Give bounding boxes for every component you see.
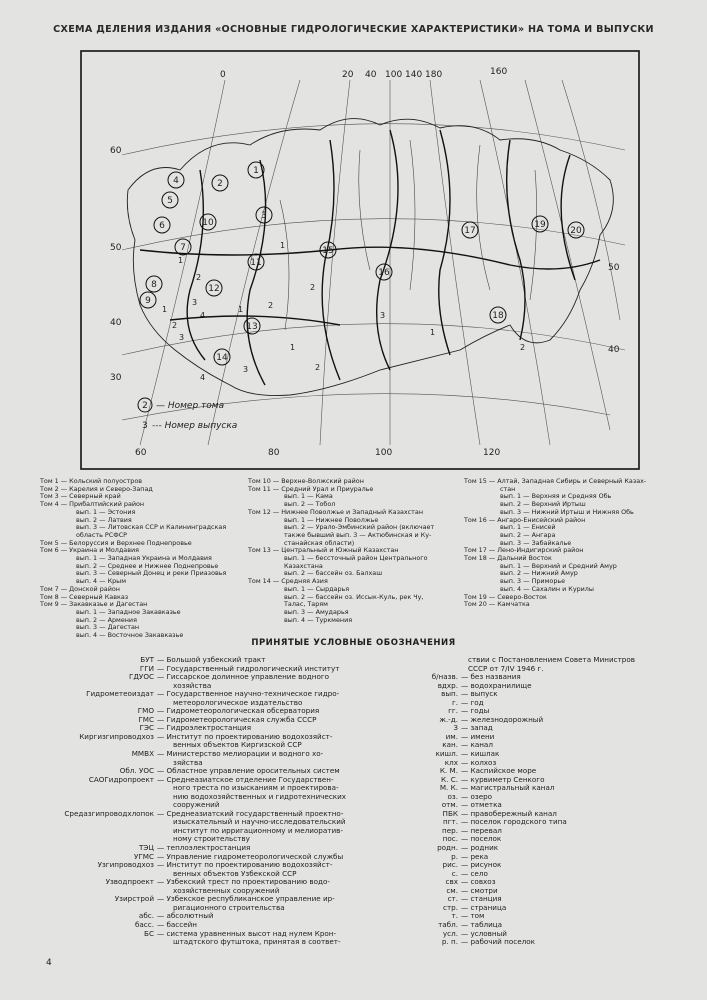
volume-marker: [214, 349, 230, 365]
abbreviation-row: [396, 853, 676, 862]
abbreviation-term: К. С.: [441, 774, 458, 784]
abbreviation-term: САОГидропроект: [88, 774, 154, 784]
abbreviation-continuation: СССР от 7/IV 1946 г.: [468, 663, 544, 673]
abbreviation-definition: — Гидроэлектростанция: [157, 723, 252, 733]
abbreviation-row: [396, 724, 676, 733]
abbreviation-definition: — абсолютный: [157, 911, 214, 921]
volume-division-map: [80, 50, 640, 470]
abbreviation-term: им.: [445, 731, 458, 741]
abbreviation-term: вып.: [441, 689, 458, 699]
volume-marker: [154, 217, 170, 233]
map-top-label: 0: [220, 70, 226, 80]
abbreviation-row: [46, 750, 378, 759]
volume-entry: Том 7 — Донской район: [40, 584, 120, 593]
svg-text:11: 11: [250, 258, 262, 268]
svg-text:12: 12: [208, 284, 220, 294]
abbreviation-term: р. п.: [441, 937, 458, 947]
abbreviation-row: [396, 878, 676, 887]
abbreviation-term: оз.: [447, 791, 458, 801]
abbreviation-term: рис.: [442, 860, 458, 870]
abbreviation-term: с.: [451, 868, 458, 878]
volume-issue: стан: [500, 484, 516, 493]
abbreviation-term: родн.: [437, 843, 458, 853]
map-left-label: 60: [110, 146, 122, 156]
legend-title: ПРИНЯТЫЕ УСЛОВНЫЕ ОБОЗНАЧЕНИЯ: [251, 638, 456, 648]
abbreviation-term: ПБК: [442, 808, 458, 818]
volume-issue: вып. 1 — Нижнее Поволжье: [284, 515, 379, 524]
volume-issue: вып. 2 — Ангара: [500, 530, 556, 539]
abbreviation-definition: — колхоз: [461, 757, 497, 767]
abbreviation-definition: — страница: [461, 902, 507, 912]
svg-text:--- Номер выпуска: --- Номер выпуска: [152, 421, 238, 431]
volume-issue: вып. 2 — Верхний Иртыш: [500, 500, 586, 509]
volume-marker: [200, 214, 216, 230]
volume-entry: Том 17 — Лено-Индигирский район: [464, 546, 584, 555]
svg-text:19: 19: [534, 220, 546, 230]
abbreviation-definition: — Узбекский трест по проектированию водо-: [157, 877, 330, 887]
abbreviation-term: Обл. УОС: [119, 766, 154, 776]
map-bottom-label: 100: [375, 448, 393, 458]
abbreviation-term: М. К.: [439, 783, 458, 793]
abbreviation-row: [396, 733, 676, 742]
map-top-label: 40: [365, 70, 377, 80]
abbreviation-definition: — Среднеазиатский государственный проектно-: [157, 808, 344, 818]
volume-issue: вып. 1 — бессточный район Центрального: [284, 554, 428, 563]
volume-marker: [376, 264, 392, 280]
volume-entry: Том 19 — Северо-Восток: [464, 592, 547, 601]
volume-marker: [212, 175, 228, 191]
volume-entry: Том 2 — Карелия и Северо-Запад: [40, 484, 153, 493]
abbreviation-term: Узгипроводхоз: [97, 860, 154, 870]
svg-text:7: 7: [180, 243, 186, 253]
volume-marker: [146, 276, 162, 292]
abbreviation-term: г.: [451, 697, 458, 707]
page-title: СХЕМА ДЕЛЕНИЯ ИЗДАНИЯ «ОСНОВНЫЕ ГИДРОЛОГИЧЕСКИЕ ХАРАКТЕРИСТИКИ» НА ТОМА И ВЫПУСКИ: [53, 24, 654, 35]
abbreviation-row: [396, 870, 676, 879]
abbreviation-definition: — Среднеазиатское отделение Государствен-: [157, 774, 334, 784]
map-left-label: 30: [110, 373, 122, 383]
abbreviation-row: [396, 690, 676, 699]
abbreviation-row: [46, 673, 378, 682]
abbreviation-definition: — канал: [461, 740, 493, 750]
volume-marker: [168, 172, 184, 188]
svg-text:15: 15: [322, 246, 334, 256]
svg-text:3: 3: [142, 421, 148, 431]
map-left-label: 40: [110, 318, 122, 328]
issue-number: 1: [430, 328, 436, 337]
abbreviation-definition: — курвиметр Сенкого: [461, 774, 545, 784]
abbreviation-definition: — Гидрометеорологическая обсерватория: [157, 706, 320, 716]
svg-text:6: 6: [159, 221, 165, 231]
volume-entry: Том 13 — Центральный и Южный Казахстан: [248, 546, 399, 555]
map-right-label: 50: [608, 263, 620, 273]
abbreviation-continuation: нию водохозяйственных и гидротехнических: [173, 791, 347, 801]
abbreviation-definition: — родник: [461, 843, 499, 853]
abbreviation-term: З: [453, 723, 458, 733]
abbreviation-continuation: венных объектов Киргизской ССР: [173, 740, 302, 750]
abbreviation-definition: — система уравненных высот над нулем Крон-: [157, 928, 337, 938]
volume-marker: [532, 216, 548, 232]
map-top-label: 20: [342, 70, 354, 80]
abbreviation-term: ж.-д.: [439, 714, 458, 724]
volume-marker: [462, 222, 478, 238]
issue-number: 3: [243, 365, 249, 374]
abbreviation-definition: — поселок: [461, 834, 502, 844]
volume-issue: также бывший вып. 3 — Актюбинская и Ку-: [284, 530, 432, 539]
abbreviation-row: [396, 699, 676, 708]
issue-number: 1: [238, 305, 244, 314]
abbreviation-term: свх: [445, 877, 458, 887]
issue-number: 2: [315, 363, 321, 372]
abbreviation-definition: — водохранилище: [461, 680, 532, 690]
volume-issue: вып. 3 — Приморье: [500, 577, 566, 586]
volume-issue: Казахстана: [284, 561, 323, 570]
abbreviation-definition: — отметка: [461, 800, 502, 810]
abbreviation-definition: — Институт по проектированию водохозяйст-: [157, 860, 333, 870]
abbreviation-definition: — Гиссарское долинное управление водного: [157, 672, 330, 682]
abbreviation-definition: — рисунок: [461, 860, 502, 870]
volume-issue: вып. 3 — Нижний Иртыш и Нижняя Обь: [500, 507, 634, 516]
volume-entry: Том 18 — Дальний Восток: [464, 554, 552, 563]
issue-number: 1: [162, 305, 168, 314]
svg-text:1: 1: [253, 166, 259, 176]
abbreviation-definition: — годы: [461, 706, 490, 716]
volume-entry: Том 5 — Белоруссия и Верхнее Поднепровье: [40, 538, 192, 547]
abbreviation-continuation: штадтского футштока, принятая в соответ-: [173, 937, 341, 947]
abbreviation-term: БУТ: [140, 655, 154, 664]
volume-column: [248, 478, 434, 624]
abbreviation-continuation: ного треста по изысканиям и проектирова-: [173, 783, 339, 793]
abbreviation-definition: — Государственный гидрологический институт: [157, 663, 340, 673]
svg-text:8: 8: [151, 280, 157, 290]
abbreviation-row: [396, 938, 676, 947]
svg-text:17: 17: [464, 226, 476, 236]
volume-entry: Том 12 — Нижнее Поволжье и Западный Казахстан: [248, 507, 424, 516]
volume-entry: Том 9 — Закавказье и Дагестан: [40, 600, 148, 609]
volume-issue: вып. 3 — Забайкалье: [500, 538, 572, 547]
volume-issue: вып. 1 — Верхняя и Средняя Обь: [500, 492, 612, 501]
svg-text:14: 14: [216, 353, 228, 363]
issue-number: 2: [172, 321, 178, 330]
volume-issue: вып. 1 — Сырдарья: [284, 584, 350, 593]
page-number: 4: [46, 958, 52, 968]
abbreviation-definition: — рабочий поселок: [461, 937, 535, 947]
volume-issue: станайская области): [284, 538, 355, 547]
volume-marker: [244, 318, 260, 334]
abbreviation-definition: — Каспийское море: [461, 766, 537, 776]
map-top-label: 100: [385, 70, 403, 80]
abbreviation-definition: — таблица: [461, 919, 503, 929]
abbreviation-continuation: хозяйства: [173, 680, 212, 690]
svg-text:10: 10: [202, 218, 214, 228]
abbreviation-row: [396, 818, 676, 827]
abbreviation-continuation: институт по ирригационному и мелиоратив-: [173, 825, 343, 835]
abbreviation-definition: — запад: [461, 723, 493, 733]
volume-entry: Том 16 — Ангаро-Енисейский район: [464, 515, 586, 524]
svg-text:2: 2: [217, 179, 223, 189]
volume-issue: вып. 1 — Енисей: [500, 523, 556, 532]
abbreviation-definition: — смотри: [461, 885, 498, 895]
map-svg: [80, 50, 640, 470]
abbreviation-continuation: венных объектов Узбекской ССР: [173, 868, 297, 878]
abbreviation-row: [396, 750, 676, 759]
abbreviation-term: ГМС: [138, 714, 154, 724]
volume-entry: Том 14 — Средняя Азия: [248, 577, 328, 586]
volume-entry: Том 8 — Северный Кавказ: [40, 592, 129, 601]
abbreviation-term: басс.: [134, 919, 154, 929]
abbreviation-term: Узводпроект: [105, 877, 154, 887]
volume-issue: вып. 3 — Дагестан: [76, 623, 140, 632]
abbreviation-continuation: хозяйственных сооружений: [173, 885, 280, 895]
issue-number: 2: [520, 343, 526, 352]
abbreviation-term: ст.: [447, 894, 458, 904]
svg-text:5: 5: [167, 196, 173, 206]
volume-issue: вып. 1 — Верхний и Средний Амур: [500, 561, 617, 570]
volume-marker: [490, 307, 506, 323]
abbreviation-term: Гидрометеоиздат: [86, 689, 154, 699]
abbreviation-definition: — год: [461, 697, 484, 707]
abbreviation-row: [396, 793, 676, 802]
abbreviation-continuation: метеорологическое издательство: [173, 697, 303, 707]
abbreviation-definition: — выпуск: [461, 689, 498, 699]
abbreviation-continuation: зяйства: [173, 757, 203, 767]
volume-issue: вып. 3 — Амударья: [284, 607, 349, 616]
svg-text:3: 3: [261, 211, 267, 221]
abbreviation-term: усл.: [442, 928, 458, 938]
svg-text:13: 13: [246, 322, 258, 332]
volume-issue: вып. 4 — Восточное Закавказье: [76, 631, 184, 640]
abbreviation-row: [396, 716, 676, 725]
map-left-label: 50: [110, 243, 122, 253]
volume-entry: Том 20 — Камчатка: [464, 600, 530, 609]
abbreviation-definition: — Институт по проектированию водохозяйст-: [157, 731, 333, 741]
abbreviations-right: [396, 656, 676, 947]
abbreviation-term: ГМО: [137, 706, 154, 716]
issue-number: 2: [268, 301, 274, 310]
abbreviation-term: б/назв.: [431, 672, 458, 682]
abbreviation-row: [396, 921, 676, 930]
issue-number: 1: [290, 343, 296, 352]
svg-text:16: 16: [378, 268, 390, 278]
volume-issue: вып. 1 — Кама: [284, 492, 333, 501]
volume-list: [0, 477, 707, 640]
abbreviation-term: вдхр.: [437, 680, 458, 690]
volume-entry: Том 15 — Алтай, Западная Сибирь и Северный Казах-: [464, 477, 647, 485]
volume-issue: вып. 2 — бассейн оз. Балхаш: [284, 569, 383, 578]
abbreviation-row: [396, 887, 676, 896]
volume-issue: вып. 2 — Нижний Амур: [500, 569, 578, 578]
abbreviation-row: [396, 682, 676, 691]
abbreviation-definition: — Узбекское республиканское управление ир-: [157, 894, 335, 904]
issue-number: 2: [196, 273, 202, 282]
volume-marker: [162, 192, 178, 208]
map-bottom-label: 120: [483, 448, 501, 458]
abbreviation-definition: — Управление гидрометеорологической службы: [157, 851, 344, 861]
abbreviation-continuation: ному строительству: [173, 834, 250, 844]
abbreviation-term: кан.: [442, 740, 458, 750]
abbreviation-term: К. М.: [439, 766, 458, 776]
abbreviations-left: [46, 656, 378, 947]
svg-text:4: 4: [173, 176, 179, 186]
abbreviation-definition: — бассейн: [157, 919, 198, 929]
volume-issue: вып. 1 — Западное Закавказье: [76, 607, 181, 616]
volume-issue: Талас, Тарям: [284, 600, 328, 609]
issue-number: 2: [310, 283, 316, 292]
abbreviation-term: ГДУОС: [128, 672, 154, 682]
abbreviation-term: Средазгипроводхлопок: [64, 808, 154, 818]
abbreviation-term: абс.: [138, 911, 154, 921]
abbreviation-continuation: ствии с Постановлением Совета Министров: [468, 655, 635, 664]
abbreviation-definition: — станция: [461, 894, 502, 904]
abbreviation-term: ГГИ: [139, 663, 154, 673]
abbreviation-definition: — Гидрометеорологическая служба СССР: [157, 714, 317, 724]
volume-issue: вып. 2 — Тобол: [284, 500, 336, 509]
volume-entry: Том 11 — Средний Урал и Приуралье: [248, 484, 374, 493]
abbreviation-row: [396, 895, 676, 904]
abbreviation-definition: — железнодорожный: [461, 714, 544, 724]
abbreviation-term: пер.: [442, 825, 458, 835]
abbreviation-term: Киргизгипроводхоз: [79, 731, 154, 741]
abbreviation-continuation: сооружений: [173, 800, 220, 810]
abbreviation-term: гг.: [448, 706, 458, 716]
abbreviation-definition: — поселок городского типа: [461, 817, 567, 827]
volume-marker: [140, 292, 156, 308]
abbreviation-term: БС: [144, 928, 154, 938]
svg-text:2: 2: [142, 401, 148, 411]
abbreviation-definition: — магистральный канал: [461, 783, 555, 793]
abbreviation-definition: — Министерство мелиорации и водного хо-: [157, 749, 324, 759]
map-top-label: 180: [425, 70, 443, 80]
abbreviation-term: табл.: [438, 919, 458, 929]
abbreviation-term: ГЭС: [139, 723, 154, 733]
abbreviation-definition: — без названия: [461, 672, 521, 682]
volume-issue: вып. 4 — Туркмения: [284, 615, 353, 624]
volume-issue: вып. 3 — Литовская ССР и Калининградская: [76, 523, 227, 532]
abbreviation-term: ТЭЦ: [139, 843, 154, 853]
abbreviation-definition: — Областное управление оросительных систем: [157, 766, 340, 776]
abbreviation-term: пос.: [442, 834, 458, 844]
volume-issue: вып. 2 — Урало-Эмбинский район (включает: [284, 523, 435, 532]
map-top-label: 160: [490, 67, 508, 77]
volume-issue: вып. 4 — Крым: [76, 577, 127, 586]
abbreviation-term: т.: [451, 911, 458, 921]
issue-number: 4: [200, 373, 206, 382]
abbreviation-term: кишл.: [435, 749, 458, 759]
abbreviation-term: см.: [446, 885, 458, 895]
abbreviation-term: ММВХ: [131, 749, 154, 759]
volume-entry: Том 1 — Кольский полуостров: [40, 477, 143, 485]
volume-issue: вып. 2 — Среднее и Нижнее Поднепровье: [76, 561, 219, 570]
abbreviation-definition: — село: [461, 868, 488, 878]
abbreviation-row: [396, 904, 676, 913]
abbreviation-row: [396, 827, 676, 836]
abbreviation-term: отм.: [441, 800, 458, 810]
abbreviation-term: УГМС: [134, 851, 154, 861]
volume-entry: Том 6 — Украина и Молдавия: [40, 546, 139, 555]
abbreviation-definition: — совхоз: [461, 877, 496, 887]
abbreviation-continuation: ригационного строительства: [173, 902, 285, 912]
abbreviation-definition: — река: [461, 851, 489, 861]
issue-number: 1: [280, 241, 286, 250]
abbreviation-row: [396, 861, 676, 870]
abbreviation-definition: — Государственное научно-техническое гидро-: [157, 689, 340, 699]
volume-entry: Том 4 — Прибалтийский район: [40, 500, 145, 509]
map-bottom-label: 80: [268, 448, 280, 458]
abbreviation-definition: — Большой узбекский тракт: [157, 655, 266, 664]
abbreviation-row: [46, 912, 378, 921]
abbreviation-term: стр.: [443, 902, 458, 912]
abbreviation-term: Узирстрой: [114, 894, 154, 904]
map-bottom-label: 60: [135, 448, 147, 458]
issue-number: 4: [200, 311, 206, 320]
volume-issue: вып. 2 — бассейн оз. Иссык-Куль, рек Чу,: [284, 592, 424, 601]
abbreviation-row: [396, 759, 676, 768]
abbreviation-definition: — том: [461, 911, 485, 921]
abbreviation-continuation: изыскательный и научно-исследовательский: [173, 817, 346, 827]
map-top-label: 140: [405, 70, 423, 80]
volume-marker: [568, 222, 584, 238]
abbreviation-row: [396, 784, 676, 793]
abbreviation-definition: — правобережный канал: [461, 808, 557, 818]
svg-text:— Номер тома: — Номер тома: [156, 401, 225, 411]
volume-column: [40, 478, 226, 640]
abbreviation-definition: — перевал: [461, 825, 502, 835]
volume-issue: вып. 2 — Латвия: [76, 515, 132, 524]
volume-entry: Том 10 — Верхне-Волжский район: [248, 477, 364, 485]
issue-number: 1: [178, 256, 184, 265]
volume-issue: вып. 2 — Армения: [76, 615, 137, 624]
svg-text:20: 20: [570, 226, 582, 236]
svg-text:18: 18: [492, 311, 504, 321]
svg-text:9: 9: [145, 296, 151, 306]
issue-number: 3: [192, 298, 198, 307]
abbreviation-definition: — кишлак: [461, 749, 500, 759]
volume-marker: [206, 280, 222, 296]
volume-marker: [248, 254, 264, 270]
abbreviation-row: [396, 844, 676, 853]
abbreviation-definition: — теплоэлектростанция: [157, 843, 251, 853]
abbreviation-definition: — озеро: [461, 791, 493, 801]
volume-issue: вып. 4 — Сахалин и Курилы: [500, 584, 594, 593]
volume-entry: Том 3 — Северный край: [40, 492, 121, 501]
volume-issue: вып. 1 — Эстония: [76, 507, 136, 516]
abbreviation-definition: — имени: [461, 731, 495, 741]
volume-issue: вып. 1 — Западная Украина и Молдавия: [76, 554, 212, 563]
abbreviation-definition: — условный: [461, 928, 507, 938]
abbreviation-term: клх: [444, 757, 458, 767]
map-right-label: 40: [608, 345, 620, 355]
abbreviation-row: [396, 930, 676, 939]
volume-issue: вып. 3 — Северный Донец и реки Приазовья: [76, 569, 227, 578]
abbreviation-term: пгт.: [443, 817, 458, 827]
issue-number: 3: [380, 311, 386, 320]
volume-column: [464, 478, 646, 609]
issue-number: 3: [179, 333, 185, 342]
volume-issue: область РСФСР: [76, 530, 128, 539]
abbreviation-term: р.: [451, 851, 458, 861]
